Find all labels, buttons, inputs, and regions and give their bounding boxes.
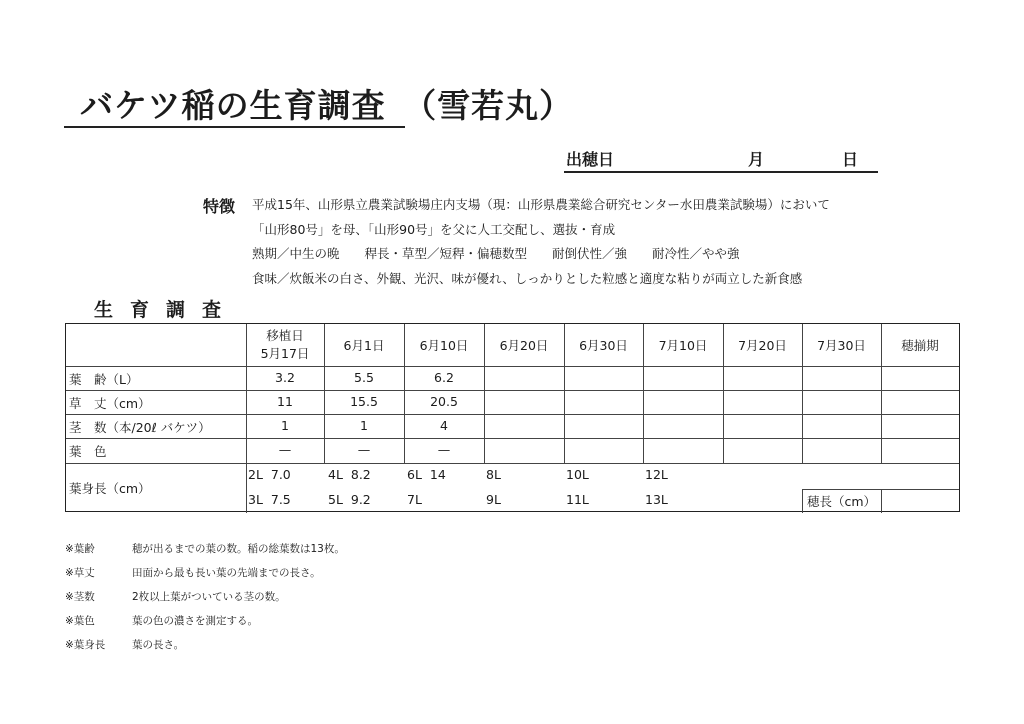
row-label: 茎 数（本/20ℓ バケツ）: [69, 420, 211, 435]
note-term: ※茎数: [65, 591, 95, 603]
table-cell: 5.5: [354, 370, 374, 385]
heading-date-label: 出穂日: [566, 150, 615, 169]
table-cell: 20.5: [430, 394, 458, 409]
header-survey-date: 穂揃期: [901, 338, 939, 353]
blade-length-entry: 11L: [566, 492, 589, 507]
table-cell: 11: [277, 394, 293, 409]
table-cell: —: [278, 442, 292, 457]
note-text: 2枚以上葉がついている茎の数。: [132, 591, 286, 603]
growth-survey-table: [65, 323, 960, 512]
blade-length-entry: 3L 7.5: [248, 492, 291, 507]
heading-date-day: 日: [842, 150, 859, 169]
table-row-divider: [66, 366, 959, 367]
table-cell: 3.2: [275, 370, 295, 385]
row-label: 葉 色: [69, 444, 107, 459]
note-text: 穂が出るまでの葉の数。稲の総葉数は13枚。: [132, 543, 345, 555]
blade-length-entry: 4L 8.2: [328, 467, 371, 482]
blade-length-label: 葉身長（cm）: [69, 481, 151, 496]
table-cell: 1: [281, 418, 289, 433]
note-term: ※草丈: [65, 567, 95, 579]
header-survey-date: 7月30日: [817, 338, 866, 353]
blade-length-entry: 7L: [407, 492, 422, 507]
header-transplant-line: 5月17日: [260, 346, 310, 361]
table-row-divider: [66, 463, 959, 464]
table-cell: 1: [360, 418, 368, 433]
blade-length-entry: 5L 9.2: [328, 492, 371, 507]
blade-length-entry: 2L 7.0: [248, 467, 291, 482]
blade-length-entry: 12L: [645, 467, 668, 482]
table-cell: —: [437, 442, 451, 457]
feature-line: 熟期／中生の晩 稈長・草型／短稈・偏穂数型 耐倒伏性／強 耐冷性／やや強: [252, 246, 740, 261]
table-row-divider: [66, 390, 959, 391]
table-row-divider: [66, 414, 959, 415]
note-text: 葉の長さ。: [132, 639, 185, 651]
blade-length-entry: 8L: [486, 467, 501, 482]
ear-length-divider: [881, 489, 882, 513]
blade-length-entry: 13L: [645, 492, 668, 507]
header-transplant-date: [246, 327, 324, 363]
row-label: 草 丈（cm）: [69, 396, 151, 411]
blade-length-entry: 9L: [486, 492, 501, 507]
title-underline: [64, 126, 405, 128]
header-survey-date: 6月30日: [579, 338, 628, 353]
table-cell: 6.2: [434, 370, 454, 385]
ear-length-label: 穂長（cm）: [806, 494, 877, 509]
header-survey-date: 6月20日: [499, 338, 549, 353]
header-survey-date: 6月1日: [343, 338, 385, 353]
heading-date-month: 月: [748, 150, 765, 169]
note-text: 田面から最も長い葉の先端までの長さ。: [132, 567, 321, 579]
header-survey-date: 7月20日: [738, 338, 787, 353]
note-term: ※葉色: [65, 615, 95, 627]
note-term: ※葉身長: [65, 639, 106, 651]
table-row-divider: [66, 438, 959, 439]
table-cell: 4: [440, 418, 448, 433]
table-cell: —: [357, 442, 371, 457]
row-label: 葉 齢（L）: [69, 372, 139, 387]
note-term: ※葉齢: [65, 543, 95, 555]
header-survey-date: 7月10日: [658, 338, 708, 353]
header-survey-date: 6月10日: [419, 338, 469, 353]
table-column-divider: [246, 463, 247, 513]
blade-length-entry: 10L: [566, 467, 589, 482]
heading-date-underline: [564, 171, 878, 173]
survey-section-label: 生育調査: [94, 299, 239, 321]
note-text: 葉の色の濃さを測定する。: [132, 615, 258, 627]
blade-length-entry: 6L 14: [407, 467, 446, 482]
table-cell: 15.5: [350, 394, 378, 409]
feature-line: 「山形80号」を母、「山形90号」を父に人工交配し、選抜・育成: [252, 222, 616, 237]
feature-line: 平成15年、山形県立農業試験場庄内支場（現：山形県農業総合研究センター水田農業試験場）において: [252, 197, 830, 212]
features-label: 特徴: [203, 197, 236, 216]
feature-line: 食味／炊飯米の白さ、外観、光沢、味が優れ、しっかりとした粒感と適度な粘りが両立した新食感: [252, 271, 803, 286]
document-title: バケツ稲の生育調査 （雪若丸）: [80, 86, 574, 125]
header-transplant-line: 移植日: [266, 328, 304, 343]
